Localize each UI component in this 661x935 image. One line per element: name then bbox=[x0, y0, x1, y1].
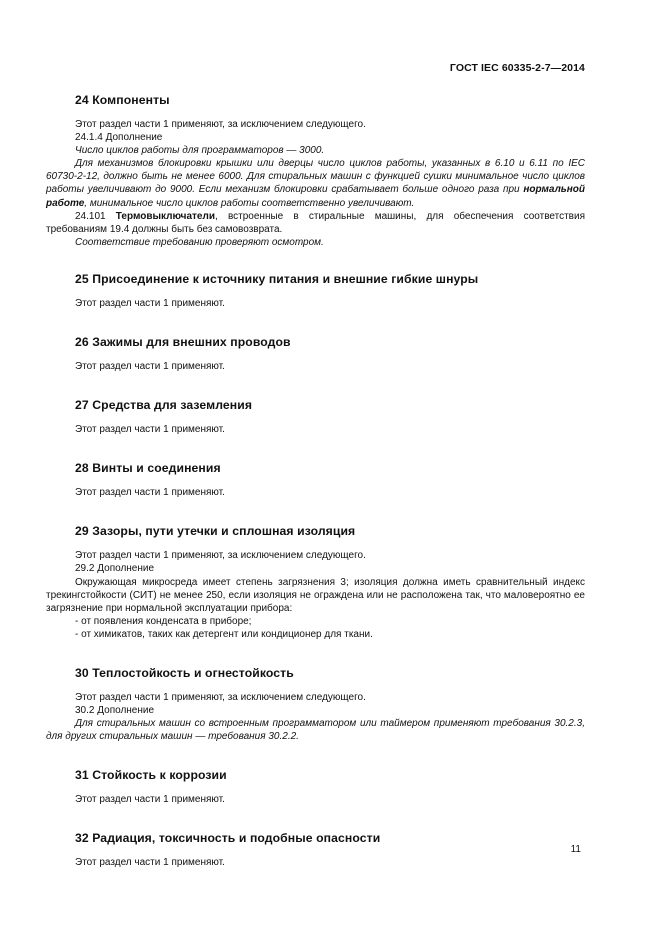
section-27-body bbox=[75, 423, 585, 436]
section-27-title: 27 Средства для заземления bbox=[75, 398, 253, 413]
section-24-p5-bold: Термовыключатели bbox=[115, 210, 215, 222]
section-30-p2: 30.2 Дополнение bbox=[75, 705, 155, 717]
section-29-p1: Этот раздел части 1 применяют, за исключением следующего. bbox=[75, 550, 366, 562]
section-32-title: 32 Радиация, токсичность и подобные опасности bbox=[75, 831, 381, 846]
section-24-p3: Число циклов работы для программаторов — 3000. bbox=[75, 145, 325, 157]
page-number: 11 bbox=[570, 844, 581, 855]
page-content bbox=[46, 92, 585, 894]
section-30 bbox=[46, 665, 585, 743]
section-26-body bbox=[75, 360, 585, 373]
standard-header: ГОСТ IEC 60335-2-7—2014 bbox=[449, 62, 585, 74]
section-26-title: 26 Зажимы для внешних проводов bbox=[75, 335, 291, 350]
section-30-p1: Этот раздел части 1 применяют, за исключением следующего. bbox=[75, 691, 366, 703]
section-27-p1: Этот раздел части 1 применяют. bbox=[75, 424, 225, 436]
section-32-p1: Этот раздел части 1 применяют. bbox=[75, 857, 225, 869]
section-31-title: 31 Стойкость к коррозии bbox=[75, 768, 227, 783]
section-24-p4-end: , минимальное число циклов работы соответственно увеличивают. bbox=[84, 197, 415, 209]
section-25 bbox=[75, 271, 585, 310]
section-25-p1: Этот раздел части 1 применяют. bbox=[75, 297, 225, 309]
section-24-p5-rest: , встроенные в стиральные машины, для обеспечения соответствия требованиям 19.4 должны быть без самовозврата. bbox=[46, 210, 585, 235]
section-30-p3: Для стиральных машин со встроенным программатором или таймером применяют требования 30.2.3, для других стиральных машин — требования 30.2.2. bbox=[46, 718, 585, 743]
section-29-list-item-2: - от химикатов, таких как детергент или кондиционер для ткани. bbox=[75, 628, 373, 640]
section-28 bbox=[75, 460, 585, 499]
section-27 bbox=[75, 397, 585, 436]
section-24 bbox=[46, 92, 585, 249]
section-29-p2: 29.2 Дополнение bbox=[75, 563, 155, 575]
section-24-p1: Этот раздел части 1 применяют, за исключением следующего. bbox=[75, 119, 366, 130]
section-28-title: 28 Винты и соединения bbox=[75, 461, 221, 476]
section-25-title: 25 Присоединение к источнику питания и внешние гибкие шнуры bbox=[75, 271, 479, 286]
section-24-p4 bbox=[46, 157, 585, 209]
section-28-body bbox=[75, 486, 585, 499]
section-31 bbox=[75, 767, 585, 806]
section-24-p2: 24.1.4 Дополнение bbox=[75, 132, 163, 144]
section-24-p5-num: 24.101 bbox=[75, 210, 116, 222]
section-24-title: 24 Компоненты bbox=[75, 93, 170, 107]
section-31-body bbox=[75, 793, 585, 806]
section-29 bbox=[46, 523, 585, 641]
section-29-body bbox=[46, 549, 585, 641]
section-29-p3: Окружающая микросреда имеет степень загрязнения 3; изоляция должна иметь сравнительный индекс трекингстойкости (СИТ) не менее 250, если изоляция не ограждена или не расположена так, что маловероятно ее загрязнение при нормальной эксплуатации прибора: bbox=[46, 576, 585, 614]
section-25-body bbox=[75, 297, 585, 310]
section-32 bbox=[75, 830, 585, 869]
section-26 bbox=[75, 334, 585, 373]
section-24-p4-text: Для механизмов блокировки крышки или дверцы число циклов работы, указанных в 6.10 и 6.11 по IEC 60730-2-12, должно быть не менее 6000. Для стиральных машин с функцией сушки минимальное число циклов работы увеличивают до 9000. Если механизм блокировки срабатывает больше одного раза при bbox=[46, 158, 585, 196]
section-24-body bbox=[46, 118, 585, 249]
section-30-title: 30 Теплостойкость и огнестойкость bbox=[75, 665, 294, 680]
section-32-body bbox=[75, 856, 585, 869]
section-24-p5 bbox=[46, 210, 585, 236]
section-31-p1: Этот раздел части 1 применяют. bbox=[75, 794, 225, 806]
section-29-list-item-1: - от появления конденсата в приборе; bbox=[75, 615, 252, 627]
section-26-p1: Этот раздел части 1 применяют. bbox=[75, 361, 225, 373]
section-30-body bbox=[46, 691, 585, 743]
section-28-p1: Этот раздел части 1 применяют. bbox=[75, 487, 225, 499]
section-24-p4-bold: нормальной работе bbox=[46, 184, 585, 209]
section-24-p6: Соответствие требованию проверяют осмотром. bbox=[75, 236, 324, 248]
section-29-title: 29 Зазоры, пути утечки и сплошная изоляция bbox=[75, 524, 356, 539]
